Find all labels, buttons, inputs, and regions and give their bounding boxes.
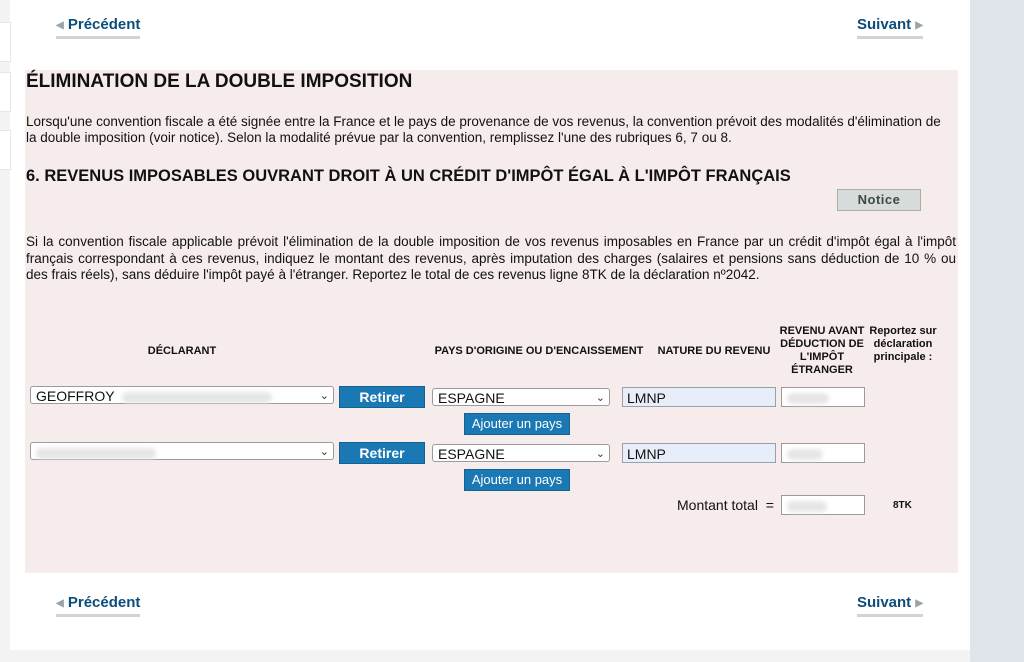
pays-select[interactable] <box>432 444 610 462</box>
pays-value: ESPAGNE <box>438 446 505 462</box>
declarant-select[interactable] <box>30 442 334 460</box>
nature-input[interactable]: LMNP <box>622 387 776 407</box>
notice-button[interactable]: Notice <box>837 189 921 211</box>
redacted-text <box>36 448 156 459</box>
page-footer-strip <box>0 650 970 662</box>
add-country-button[interactable]: Ajouter un pays <box>464 469 570 491</box>
left-edge-tab <box>0 72 11 112</box>
column-header-report: Reportez sur déclaration principale : <box>869 325 937 363</box>
pays-select[interactable] <box>432 388 610 406</box>
next-link-bottom[interactable] <box>857 594 923 617</box>
next-label: Suivant <box>857 16 912 33</box>
total-equals: = <box>765 497 774 513</box>
column-header-declarant: DÉCLARANT <box>147 345 217 357</box>
retirer-button[interactable]: Retirer <box>339 386 425 408</box>
redacted-text <box>787 501 827 512</box>
left-edge-tab <box>0 130 11 170</box>
nature-input[interactable]: LMNP <box>622 443 776 463</box>
total-label-text: Montant total <box>677 497 758 513</box>
revenu-input[interactable] <box>781 443 865 463</box>
chevron-down-icon: ⌄ <box>319 446 329 458</box>
window-side-area <box>970 0 1024 662</box>
column-header-nature: NATURE DU REVENU <box>657 345 771 357</box>
chevron-down-icon: ⌄ <box>595 392 605 404</box>
previous-label: Précédent <box>67 16 141 33</box>
column-header-pays: PAYS D'ORIGINE OU D'ENCAISSEMENT <box>434 345 644 357</box>
revenu-input[interactable] <box>781 387 865 407</box>
redacted-text <box>787 449 823 460</box>
redacted-text <box>122 392 272 403</box>
triangle-left-icon: ◀ <box>56 20 64 31</box>
intro-text: Lorsqu'une convention fiscale a été signée entre la France et le pays de provenance de vos revenus, la convention prévoit des modalités d'élimination de la double imposition (voir notice). Selon la modalité prévue par la convention, remplissez l'une des rubriques 6, 7 ou 8. <box>26 114 941 145</box>
total-code: 8TK <box>893 500 912 511</box>
declarant-value: GEOFFROY <box>36 388 115 404</box>
total-input[interactable] <box>781 495 865 515</box>
next-label: Suivant <box>857 594 912 611</box>
left-edge-tab <box>0 22 11 62</box>
add-country-button[interactable]: Ajouter un pays <box>464 413 570 435</box>
previous-label: Précédent <box>67 594 141 611</box>
pays-value: ESPAGNE <box>438 390 505 406</box>
retirer-button[interactable]: Retirer <box>339 442 425 464</box>
total-label <box>677 497 774 513</box>
triangle-right-icon: ▶ <box>915 20 924 31</box>
declarant-select[interactable] <box>30 386 334 404</box>
subsection-title: 6. REVENUS IMPOSABLES OUVRANT DROIT À UN CRÉDIT D'IMPÔT ÉGAL À L'IMPÔT FRANÇAIS <box>26 167 791 185</box>
triangle-right-icon: ▶ <box>915 598 924 609</box>
next-link-top[interactable] <box>857 16 923 39</box>
column-header-revenu: REVENU AVANT DÉDUCTION DE L'IMPÔT ÉTRANGER <box>779 325 865 376</box>
description-text: Si la convention fiscale applicable prévoit l'élimination de la double imposition de vos revenus imposables en France par un crédit d'impôt égal à l'impôt français correspondant à ces revenus, indiquez le montant des revenus, après imputation des charges (salaires et pensions sans déduction de 10 % ou des frais réels), sans déduire l'impôt payé à l'étranger. Reportez le total de ces revenus ligne 8TK de la déclaration nº2042. <box>26 234 956 282</box>
previous-link-top[interactable] <box>56 16 140 39</box>
redacted-text <box>787 393 829 404</box>
previous-link-bottom[interactable] <box>56 594 140 617</box>
chevron-down-icon: ⌄ <box>319 390 329 402</box>
section-title: ÉLIMINATION DE LA DOUBLE IMPOSITION <box>26 71 413 92</box>
triangle-left-icon: ◀ <box>56 598 64 609</box>
chevron-down-icon: ⌄ <box>595 448 605 460</box>
